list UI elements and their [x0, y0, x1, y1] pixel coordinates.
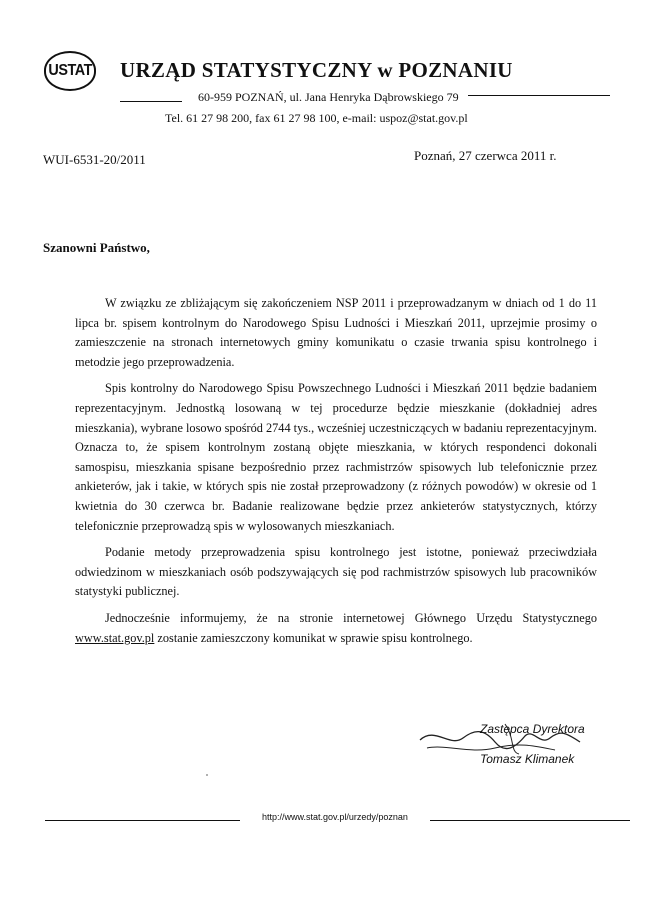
scan-speck — [206, 774, 208, 776]
signatory-title: Zastępca Dyrektora — [480, 722, 585, 736]
footer-rule-left — [45, 820, 240, 821]
address: 60-959 POZNAŃ, ul. Jana Henryka Dąbrowskiego 79 — [198, 90, 459, 104]
paragraph-4 — [75, 609, 597, 648]
address-row — [120, 90, 610, 106]
logo-text: USTAT — [48, 62, 92, 79]
paragraph-3: Podanie metody przeprowadzenia spisu kontrolnego jest istotne, ponieważ przeciwdziała odwiedzinom w mieszkaniach osób podszywających się pod rachmistrzów spisowych lub pracowników statystyki publicznej. — [75, 545, 597, 599]
footer-url: http://www.stat.gov.pl/urzedy/poznan — [262, 812, 408, 822]
footer-rule-right — [430, 820, 630, 821]
signatory-name: Tomasz Klimanek — [480, 752, 575, 766]
header-rule-right — [468, 95, 610, 96]
reference-number: WUI-6531-20/2011 — [43, 152, 146, 167]
paragraph-4-text: Jednocześnie informujemy, że na stronie internetowej Głównego Urzędu Statystycznego — [105, 610, 597, 625]
letter-body — [75, 294, 597, 655]
stat-gov-link[interactable]: www.stat.gov.pl — [75, 630, 155, 645]
salutation: Szanowni Państwo, — [43, 240, 150, 255]
paragraph-4-tail: zostanie zamieszczony komunikat w sprawie spisu kontrolnego. — [154, 630, 473, 645]
paragraph-1: W związku ze zbliżającym się zakończeniem NSP 2011 i przeprowadzanym w dniach od 1 do 11 lipca br. spisem kontrolnym do Narodowego Spisu Ludności i Mieszkań 2011, uprzejmie prosimy o zamieszczenie na stronach internetowych gminy komunikatu o czasie trwania spisu kontrolnego i metodzie jego przeprowadzenia. — [75, 296, 597, 369]
organization-name: URZĄD STATYSTYCZNY w POZNANIU — [120, 58, 513, 82]
paragraph-2: Spis kontrolny do Narodowego Spisu Powszechnego Ludności i Mieszkań 2011 będzie badaniem reprezentacyjnym. Jednostką losowaną w tej procedurze będzie mieszkanie (dokładniej adres mieszkania), wybrane losowo spośród 2744 tys., wcześniej uczestniczących w badaniu reprezentacyjnym. Oznacza to, że spisem kontrolnym zostaną objęte mieszkania, w których respondenci dokonali samospisu, mieszkania spisane bezpośrednio przez rachmistrzów spisowych lub telefonicznie przez ankieterów, jak i takie, w których spis nie został przeprowadzony (z różnych powodów) w okresie od 1 kwietnia do 30 czerwca br. Badanie realizowane będzie przez ankieterów statystycznych, którzy telefonicznie przeprowadzą spis w wylosowanych mieszkaniach. — [75, 381, 597, 533]
letter-date: Poznań, 27 czerwca 2011 r. — [414, 148, 557, 163]
contact-info: Tel. 61 27 98 200, fax 61 27 98 100, e-mail: uspoz@stat.gov.pl — [165, 111, 468, 125]
ustat-logo — [44, 51, 96, 91]
header-rule-left — [120, 101, 182, 102]
